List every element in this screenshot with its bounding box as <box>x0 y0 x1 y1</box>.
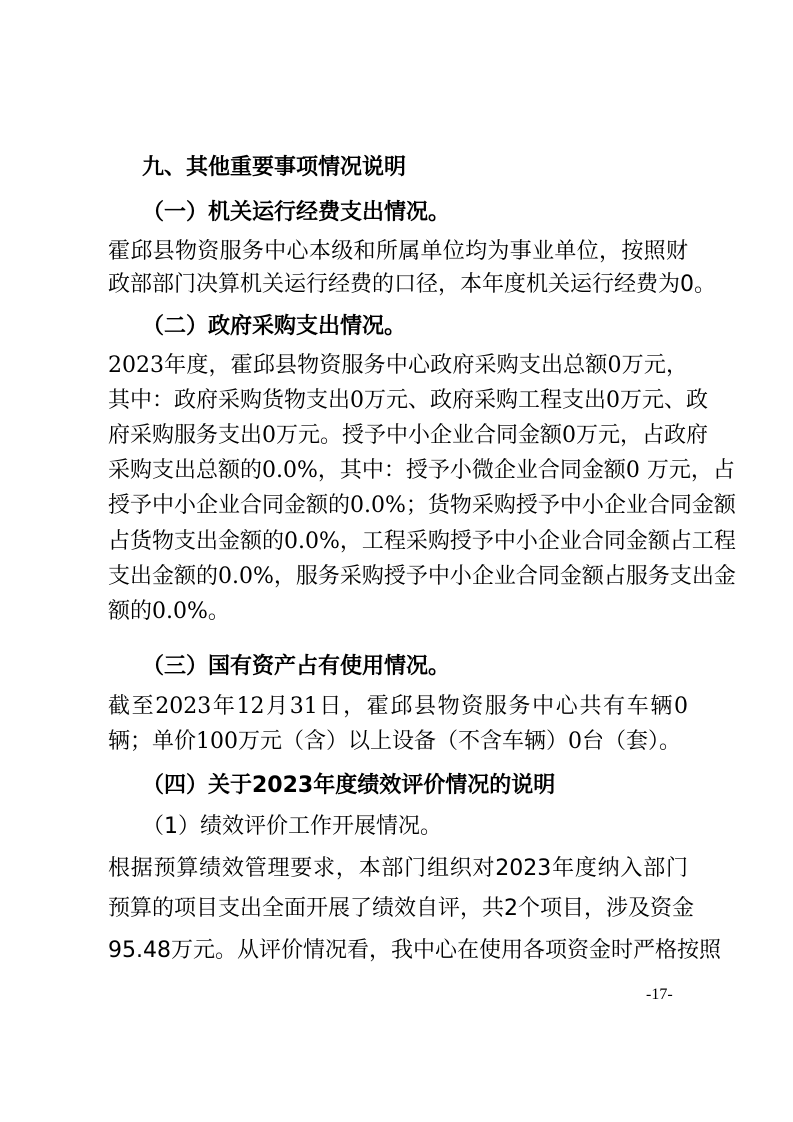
text-line: 根据预算绩效管理要求，本部门组织对2023年度纳入部门 <box>108 856 688 881</box>
text-line: 政部部门决算机关运行经费的口径，本年度机关运行经费为0。 <box>108 272 716 297</box>
text-line: 额的0.0%。 <box>108 599 230 624</box>
text-line: 95.48万元。从评价情况看，我中心在使用各项资金时严格按照 <box>108 938 721 963</box>
text-line: 2023年度，霍邱县物资服务中心政府采购支出总额0万元， <box>108 353 688 378</box>
subsection-heading-1: （一）机关运行经费支出情况。 <box>142 200 451 225</box>
text-line: 采购支出总额的0.0%，其中：授予小微企业合同金额0 万元，占 <box>108 458 735 483</box>
text-line: 占货物支出金额的0.0%，工程采购授予中小企业合同金额占工程 <box>108 529 736 554</box>
page-number: -17- <box>646 986 673 1003</box>
subsection-heading-3: （三）国有资产占有使用情况。 <box>142 654 451 679</box>
subsection-heading-4: （四）关于2023年度绩效评价情况的说明 <box>142 773 556 798</box>
text-line: 府采购服务支出0万元。授予中小企业合同金额0万元，占政府 <box>108 423 708 448</box>
text-line: 霍邱县物资服务中心本级和所属单位均为事业单位，按照财 <box>108 239 688 264</box>
section-title: 九、其他重要事项情况说明 <box>142 155 407 180</box>
text-line: 授予中小企业合同金额的0.0%；货物采购授予中小企业合同金额 <box>108 493 736 518</box>
text-line: 截至2023年12月31日，霍邱县物资服务中心共有车辆0 <box>108 694 688 719</box>
text-line: 预算的项目支出全面开展了绩效自评，共2个项目，涉及资金 <box>108 896 694 921</box>
subsection-subheading: （1）绩效评价工作开展情况。 <box>142 814 442 839</box>
text-line: 其中：政府采购货物支出0万元、政府采购工程支出0万元、政 <box>108 388 708 413</box>
subsection-heading-2: （二）政府采购支出情况。 <box>142 314 407 339</box>
text-line: 辆；单价100万元（含）以上设备（不含车辆）0台（套）。 <box>108 729 681 754</box>
text-line: 支出金额的0.0%，服务采购授予中小企业合同金额占服务支出金 <box>108 564 736 589</box>
